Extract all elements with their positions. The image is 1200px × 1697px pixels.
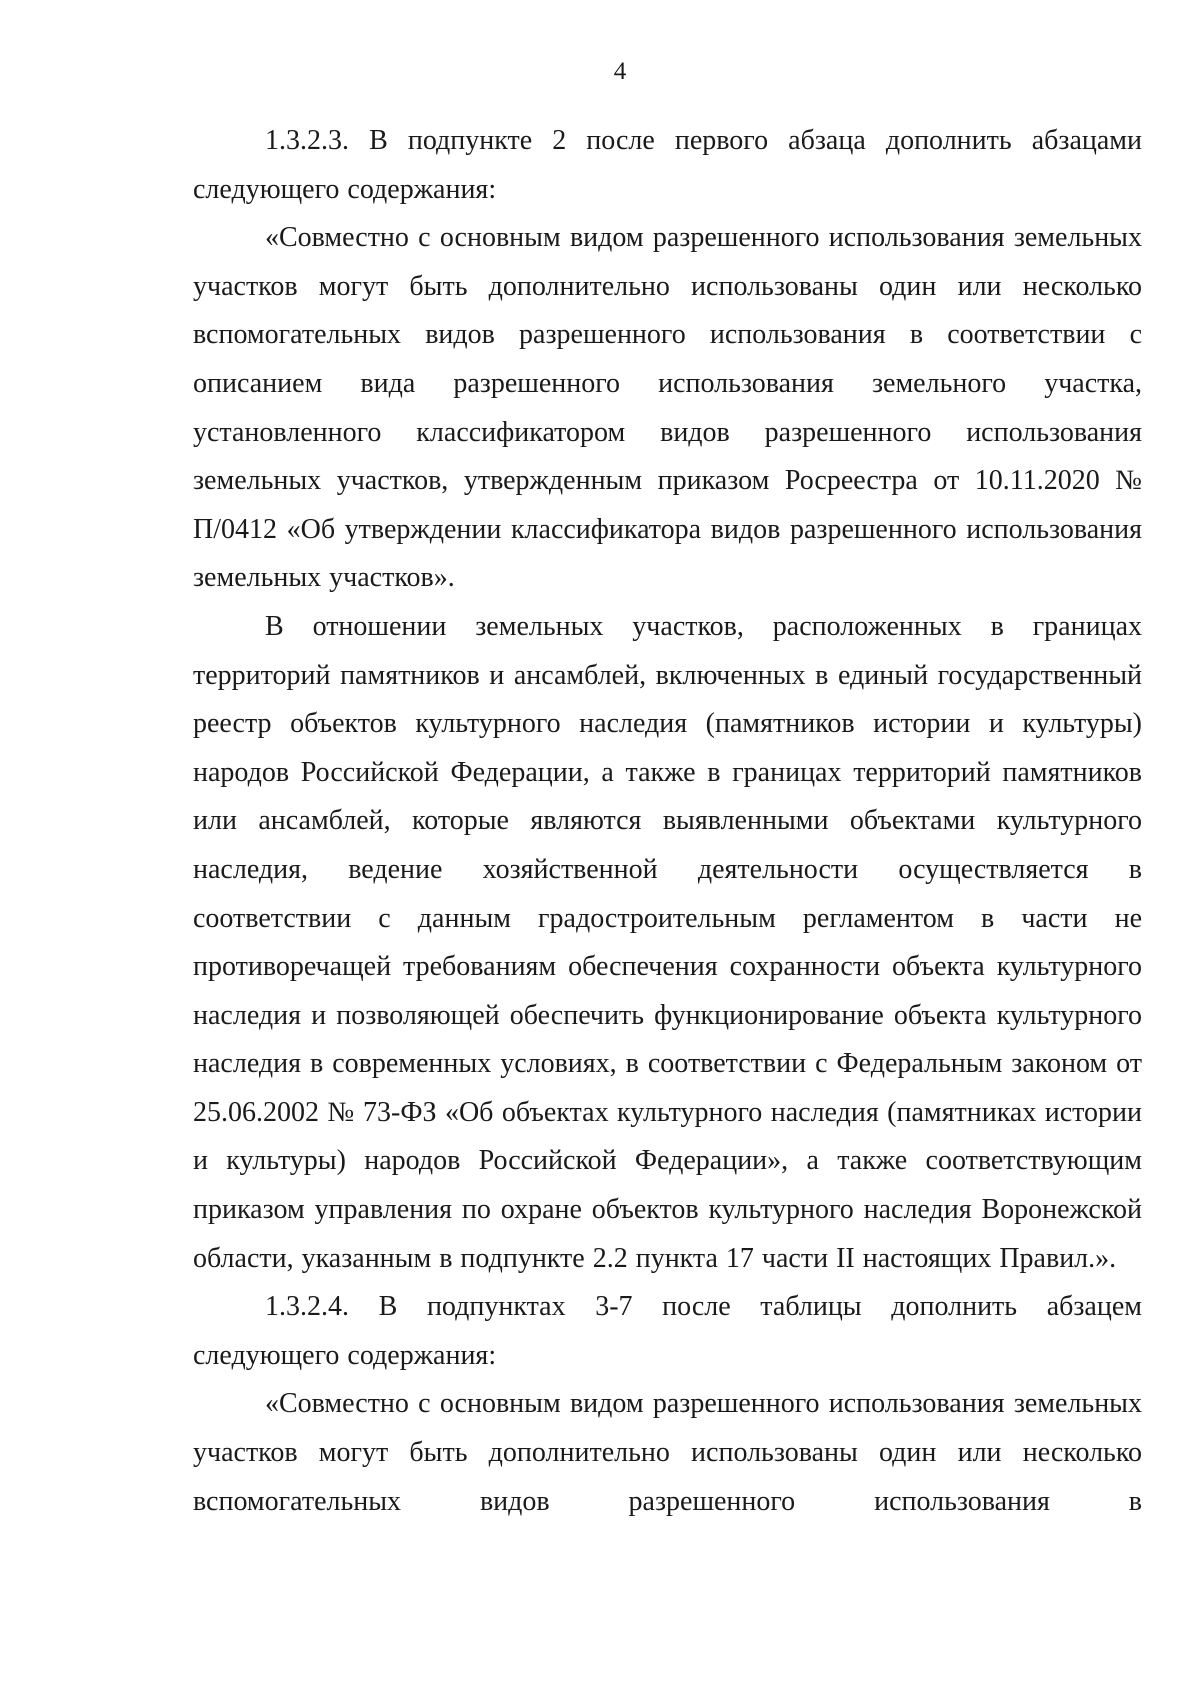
page-number: 4 (613, 58, 627, 85)
paragraph-quote-auxiliary-uses-2: «Совместно с основным видом разрешенного использования земельных участков могут быть дополнительно использованы один или несколько вспомогательных видов разрешенного использования в (193, 1388, 1142, 1517)
paragraph-quote-auxiliary-uses: «Совместно с основным видом разрешенного использования земельных участков могут быть дополнительно использованы один или несколько вспомогательных видов разрешенного использования в соответствии с описанием вида разрешенного использования земельного участка, установленного классификатором видов разрешенного использования земельных участков, утвержденным приказом Росреестра от 10.11.2020 № П/0412 «Об утверждении классификатора видов разрешенного использования земельных участков». (193, 222, 1142, 594)
paragraph-cultural-heritage: В отношении земельных участков, расположенных в границах территорий памятников и ансамблей, включенных в единый государственный реестр объектов культурного наследия (памятников истории и культуры) народов Российской Федерации, а также в границах территорий памятников или ансамблей, которые являются выявленными объектами культурного наследия, ведение хозяйственной деятельности осуществляется в соответствии с данным градостроительным регламентом в части не противоречащей требованиям обеспечения сохранности объекта культурного наследия и позволяющей обеспечить функционирование объекта культурного наследия в современных условиях, в соответствии с Федеральным законом от 25.06.2002 № 73-ФЗ «Об объектах культурного наследия (памятниках истории и культуры) народов Российской Федерации», а также соответствующим приказом управления по охране объектов культурного наследия Воронежской области, указанным в подпункте 2.2 пункта 17 части II настоящих Правил.». (193, 610, 1142, 1274)
document-body (193, 117, 1142, 1526)
paragraph-1-3-2-4-heading: 1.3.2.4. В подпунктах 3-7 после таблицы дополнить абзацем следующего содержания: (193, 1291, 1142, 1371)
paragraph-1-3-2-3-heading: 1.3.2.3. В подпункте 2 после первого абзаца дополнить абзацами следующего содержания: (193, 125, 1142, 205)
